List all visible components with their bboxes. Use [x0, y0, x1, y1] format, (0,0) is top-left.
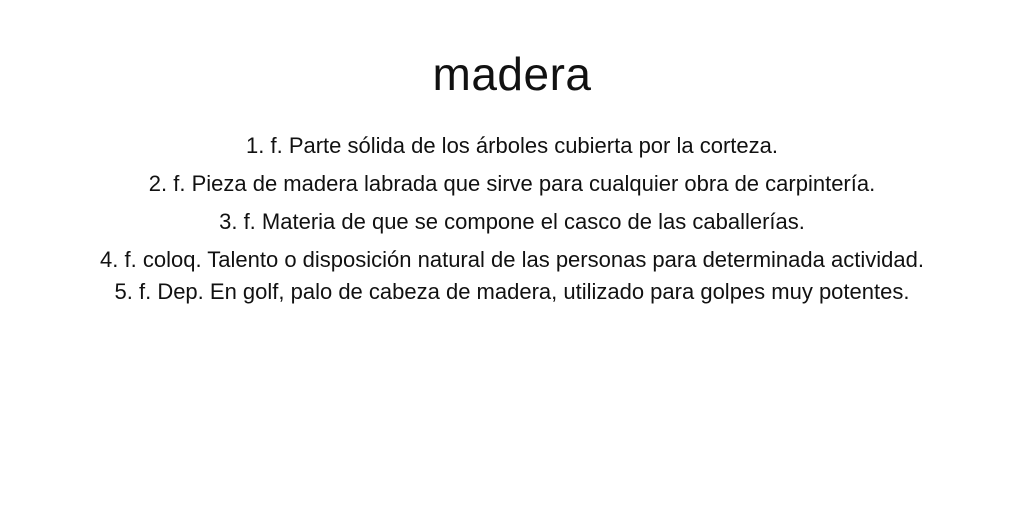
definition-item: 2. f. Pieza de madera labrada que sirve para cualquier obra de carpintería.	[148, 171, 876, 196]
definitions-list	[0, 127, 1024, 311]
definition-item: 3. f. Materia de que se compone el casco de las caballerías.	[219, 209, 805, 234]
definition-item: 1. f. Parte sólida de los árboles cubierta por la corteza.	[246, 133, 778, 158]
definition-item: 4. f. coloq. Talento o disposición natural de las personas para determinada actividad.	[100, 247, 924, 272]
definition-item: 5. f. Dep. En golf, palo de cabeza de madera, utilizado para golpes muy potentes.	[114, 279, 910, 304]
headword-title: madera	[432, 48, 592, 100]
